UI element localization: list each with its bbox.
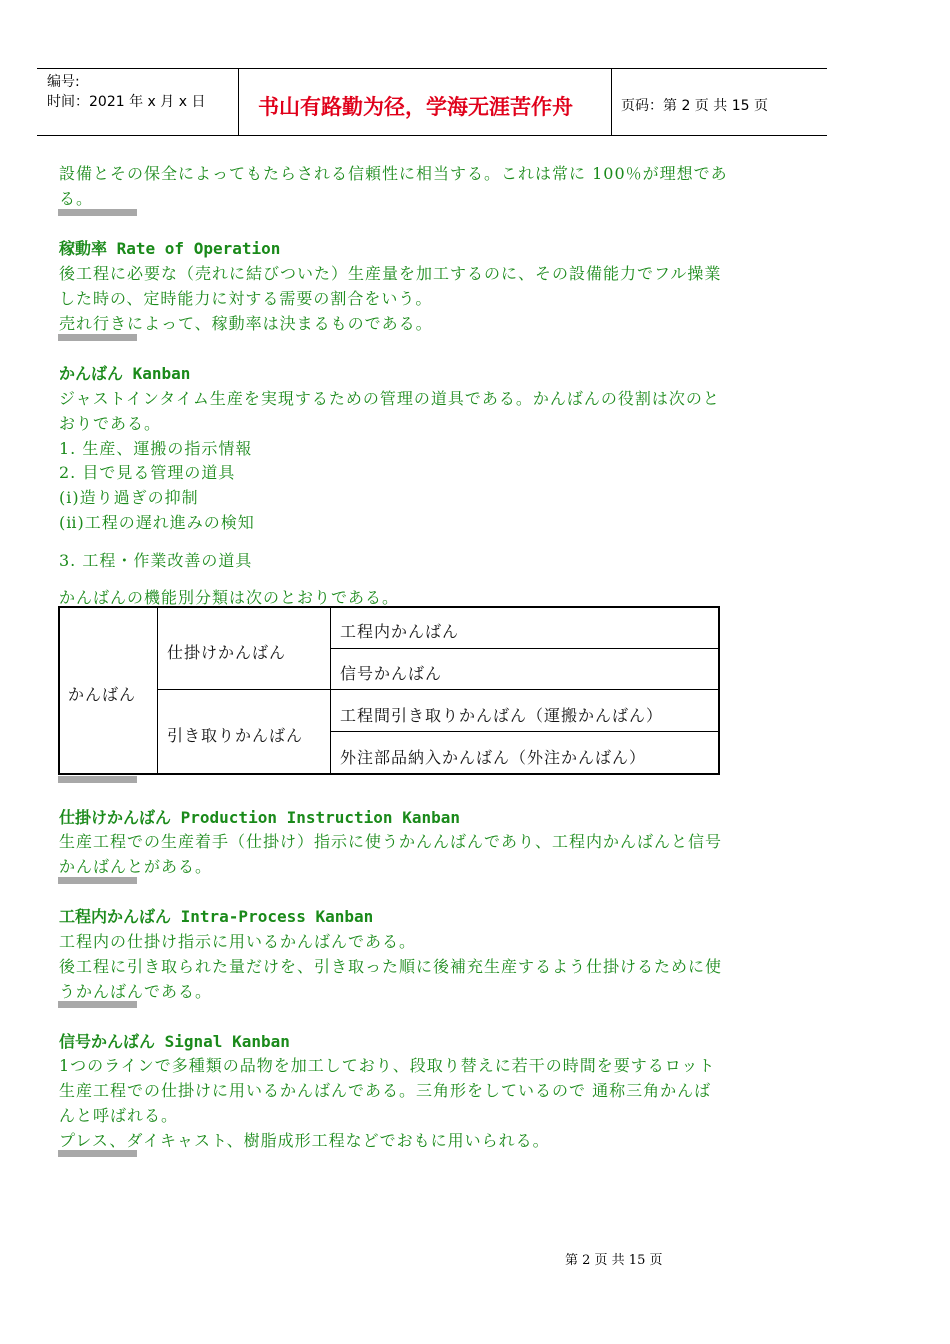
- kanban-item-2: 2. 目で見る管理の道具: [59, 463, 236, 482]
- header-divider-left: [238, 68, 239, 136]
- table-group-divider: [158, 689, 718, 690]
- header-time-label: 时间：2021 年 x 月 x 日: [47, 94, 206, 110]
- intra-line-3: うかんばんである。: [59, 982, 213, 1001]
- production-line-2: かんばんとがある。: [59, 857, 213, 876]
- production-line-1: 生産工程での生産着手（仕掛け）指示に使うかんんばんであり、工程内かんばんと信号: [59, 832, 723, 851]
- section-separator: [58, 877, 137, 884]
- intro-line-2: る。: [59, 189, 94, 208]
- section-separator: [58, 1150, 137, 1157]
- rate-line-2: した時の、定時能力に対する需要の割合をいう。: [59, 289, 433, 308]
- signal-line-1: 1つのラインで多種類の品物を加工しており、段取り替えに若干の時間を要するロット: [59, 1056, 716, 1075]
- header-page-label: 页码：第 2 页 共 15 页: [621, 98, 768, 114]
- table-group-2-cell: 引き取りかんばん: [167, 726, 304, 745]
- kanban-item-3: 3. 工程・作業改善の道具: [59, 551, 253, 570]
- table-col-divider-1: [157, 607, 158, 773]
- intro-line-1: 設備とその保全によってもたらされる信頼性に相当する。これは常に 100％が理想であ: [59, 164, 728, 183]
- header-divider-right: [611, 68, 612, 136]
- page-footer: 第 2 页 共 15 页: [565, 1253, 663, 1268]
- table-item-cell: 工程間引き取りかんばん（運搬かんばん）: [340, 706, 664, 725]
- header-serial-label: 编号:: [47, 74, 80, 90]
- kanban-item-2a: (ⅰ)造り過ぎの抑制: [59, 488, 199, 507]
- header-motto: 书山有路勤为径，学海无涯苦作舟: [258, 95, 573, 119]
- table-group-1-cell: 仕掛けかんばん: [167, 643, 287, 662]
- signal-line-2: 生産工程での仕掛けに用いるかんばんである。三角形をしているので 通称三角かんば: [59, 1081, 712, 1100]
- production-heading: 仕掛けかんばん Production Instruction Kanban: [59, 808, 460, 827]
- signal-line-3: んと呼ばれる。: [59, 1106, 179, 1125]
- table-root-cell: かんばん: [68, 685, 137, 704]
- rate-line-3: 売れ行きによって、稼動率は決まるものである。: [59, 314, 433, 333]
- rate-line-1: 後工程に必要な（売れに結びついた）生産量を加工するのに、その設備能力でフル操業: [59, 264, 722, 283]
- signal-line-4: プレス、ダイキャスト、樹脂成形工程などでおもに用いられる。: [59, 1131, 550, 1150]
- rate-heading: 稼動率 Rate of Operation: [59, 239, 281, 258]
- section-separator: [58, 334, 137, 341]
- kanban-heading: かんばん Kanban: [59, 364, 191, 383]
- header-top-rule: [37, 68, 827, 69]
- section-separator: [58, 1001, 137, 1008]
- intra-line-1: 工程内の仕掛け指示に用いるかんばんである。: [59, 932, 417, 951]
- kanban-classification: かんばんの機能別分類は次のとおりである。: [59, 588, 400, 607]
- header-bottom-rule: [37, 135, 827, 136]
- table-row-divider-1: [331, 648, 718, 649]
- section-separator: [58, 776, 137, 783]
- signal-heading: 信号かんばん Signal Kanban: [59, 1032, 290, 1051]
- table-row-divider-2: [331, 731, 718, 732]
- intra-line-2: 後工程に引き取られた量だけを、引き取った順に後補充生産するよう仕掛けるために使: [59, 957, 723, 976]
- kanban-line-1: ジャストインタイム生産を実現するための管理の道具である。かんばんの役割は次のと: [59, 389, 720, 408]
- table-item-cell: 工程内かんばん: [340, 622, 460, 641]
- table-col-divider-2: [330, 607, 331, 773]
- intra-heading: 工程内かんばん Intra-Process Kanban: [59, 907, 374, 926]
- kanban-item-1: 1. 生産、運搬の指示情報: [59, 439, 253, 458]
- table-item-cell: 信号かんばん: [340, 664, 443, 683]
- kanban-line-2: おりである。: [59, 414, 162, 433]
- section-separator: [58, 209, 137, 216]
- table-item-cell: 外注部品納入かんばん（外注かんばん）: [340, 748, 647, 767]
- kanban-item-2b: (ⅱ)工程の遅れ進みの検知: [59, 513, 255, 532]
